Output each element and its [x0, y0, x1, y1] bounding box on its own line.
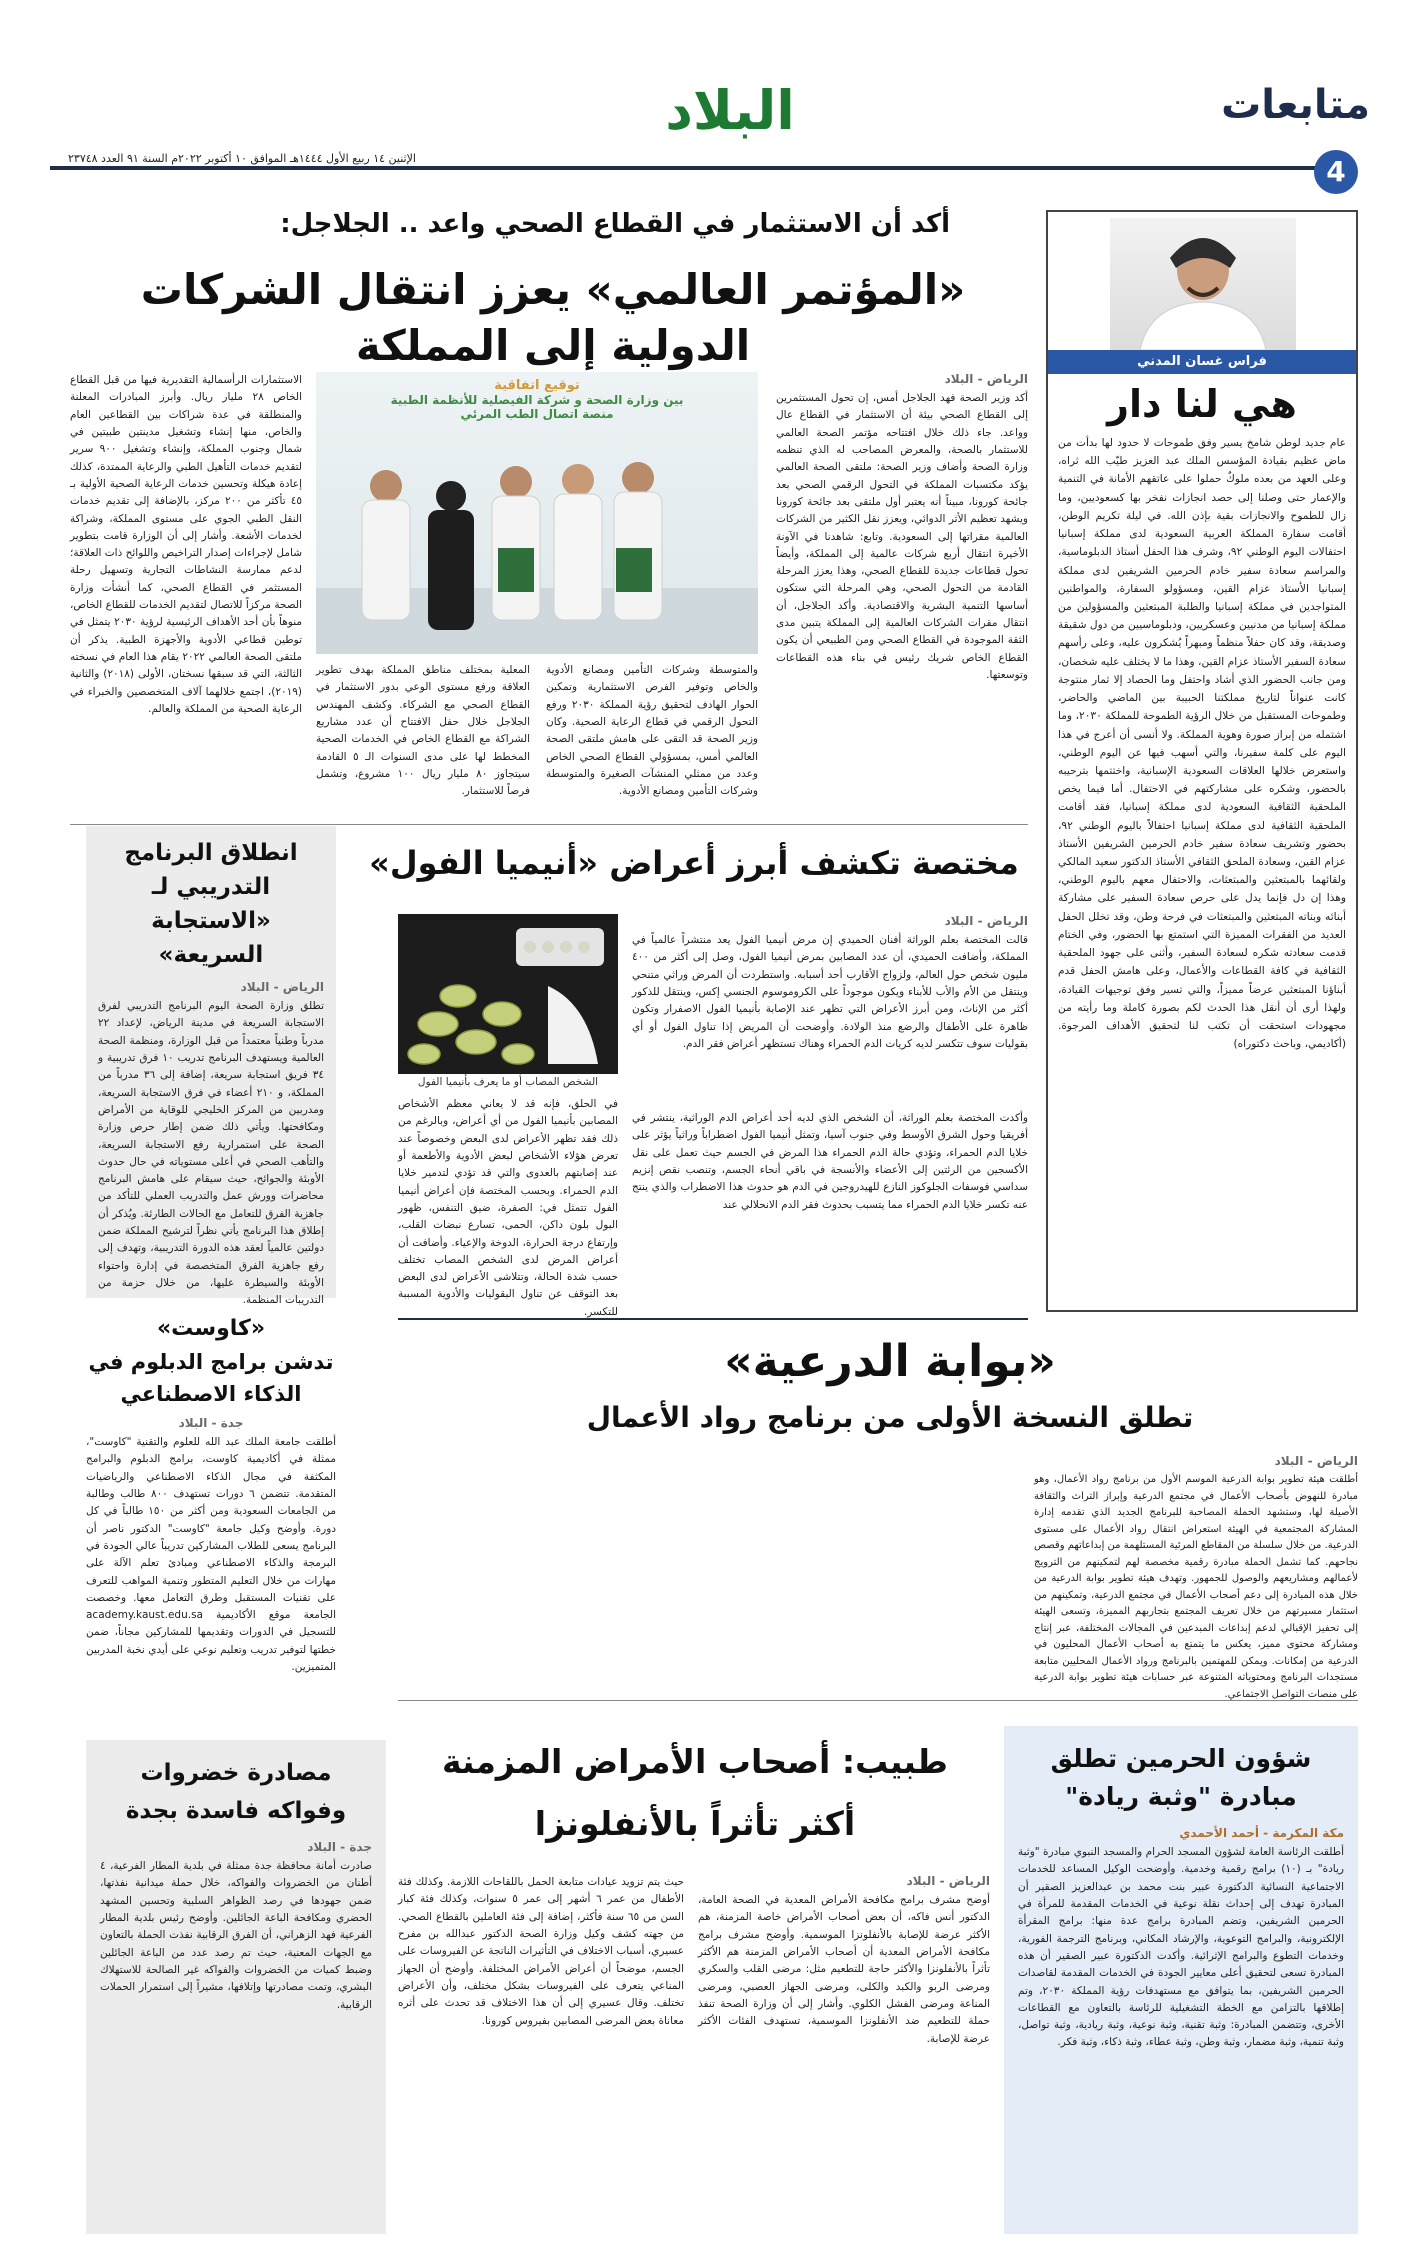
person-2	[428, 481, 474, 630]
author-portrait	[1110, 218, 1296, 350]
logo-text: البلاد	[665, 79, 795, 142]
doctor-title-line2: أكثر تأثراً بالأنفلونزا	[534, 1804, 856, 1843]
diriyah-title: «بوابة الدرعية»	[724, 1336, 1056, 1387]
anemia-col3-text: وأكدت المختصة بعلم الوراثة، أن الشخص الذي لديه أحد أعراض الدم الوراثية، ينتشر في أفريقيا وحول الشرق الأوسط وفي جنوب آسيا، وتمثل أنيميا الفول اضطراباً وراثياً يؤثر على خلايا الدم الحمراء، وتؤدي حالة الدم الحمراء هذا المرض في الجسم حيث تعمل على نقل الأكسجين من الرئتين إلى الأعضاء والأنسجة في باقي أنحاء الجسم، وتنصب نقص إنزيم سداسي فوسفات الجلوكوز النازع للهيدروجين في الدم هو حدوث هذا الاضطراب والذي ينتج عنه تكسر خلايا الدم الحمراء مما يتسبب بحدوث فقر الدم الانحلالي عند	[632, 1112, 1028, 1211]
anemia-caption: الشخص المصاب أو ما يعرف بأنيميا الفول	[417, 1076, 599, 1088]
vegetables-box	[86, 1740, 386, 2234]
divider	[398, 1318, 1028, 1320]
photo-banner-line2: بين وزارة الصحة و شركة الفيصلية للأنظمة الطبية	[390, 393, 684, 407]
agreement-folder	[498, 548, 534, 592]
training-body: تطلق وزارة الصحة اليوم البرنامج التدريبي لفرق الاستجابة السريعة في مدينة الرياض، لإعداد ٢٢ مدرباً وطنياً معتمداً من قبل الوزارة، ومنظمة الصحة العالمية ويستهدف البرنامج تدريب ١٠ فرق تدريبية و ٣٤ فريق استجابة سريعة، إضافة إلى ٣٦ مدرباً من المملكة، و ٢١٠ أعضاء في فرق الاستجابة السريعة، ومدربين من المركز الخليجي للوقاية من الأمراض ومكافحتها. ويأتي ذلك ضمن إطار حرص وزارة الصحة على استمرارية رفع الاستجابة السريعة، والتأهب الصحي في أعلى مستوياته في حال حدوث الأوبئة والجوائح، حيث سيقام على هامش البرنامج محاضرات وورش عمل والتدريب العملي للتأكد من جاهزية الفرق للتعامل مع الحالات الطارئة. ويُذكر أن إطلاق هذا البرنامج يأتي نظراً لترشيح المملكة ضمن دولتين عالمياً لعقد هذه الدورة التدريبية، وتهدف إلى رفع جاهزية الفرق المتخصصة في إدارة واحتواء الأوبئة والسيطرة عليها، من خلال حزمة من التدريبات المنظمة.	[98, 1000, 325, 1307]
divider	[70, 824, 1028, 825]
column-title: هي لنا دار	[1107, 382, 1297, 426]
person-3	[492, 466, 540, 620]
lead-dateline: الرياض - البلاد	[944, 372, 1028, 386]
page-number: 4	[1326, 155, 1346, 188]
opinion-column	[1046, 210, 1358, 1312]
anemia-dateline: الرياض - البلاد	[944, 914, 1028, 928]
author-bar	[1048, 350, 1356, 374]
vegetables-dateline: جدة - البلاد	[307, 1840, 372, 1854]
training-box	[86, 826, 336, 1307]
training-title: انطلاق البرنامج التدريبي لـ «الاستجابة السريعة»	[124, 840, 298, 968]
beans-illustration	[398, 914, 618, 1074]
photo-banner	[316, 378, 758, 421]
kaust-title: تدشن برامج الدبلوم في الذكاء الاصطناعي	[88, 1350, 334, 1406]
anemia-col2-text: في الحلق، فإنه قد لا يعاني معظم الأشخاص المصابين بأنيميا الفول من أي أعراض، وبالرغم من ذلك فقد تظهر الأعراض لدى البعض وخصوصاً عند تعرض هؤلاء الأشخاص لبعض الأدوية والأطعمة أو عند إصابتهم بالعدوى والتي قد تؤدي لتدمير خلايا الدم الحمراء. وبحسب المختصة فإن أعراض أنيميا الفول تتمثل في: الصفرة، ضيق التنفس، ظهور البول بلون داكن، الحمى، تسارع نبضات القلب، وإرتفاع درجة الحرارة، الدوخة والإعياء. وأضافت أن أعراض المرض لدى الشخص المصاب تختلف حسب شدة الحالة، وتتلاشى الأعراض لدى البعض بعد التوقف عن تناول البقوليات والأدوية المسببة للتكسر.	[398, 1098, 618, 1318]
photo-banner-line1: توقيع اتفاقية	[494, 378, 580, 393]
anemia-photo	[398, 914, 618, 1074]
date-line: الإثنين ١٤ ربيع الأول ١٤٤٤هـ الموافق ١٠ أكتوبر ٢٠٢٢م السنة ٩١ العدد ٢٣٧٤٨	[68, 152, 416, 165]
lead-col1	[776, 372, 1028, 812]
diriyah-subtitle: تطلق النسخة الأولى من برنامج رواد الأعمال	[586, 1401, 1194, 1434]
person-5	[614, 462, 662, 620]
training-dateline: الرياض - البلاد	[240, 980, 324, 994]
person-1	[362, 470, 410, 620]
lead-col3-text: المعلية بمختلف مناطق المملكة بهدف تطوير العلاقة ورفع مستوى الوعي بدور الاستثمار في القطاع الصحي مع الشركاء. وكشف المهندس الجلاجل خلال حفل الافتتاح أن عدد مشاريع الشراكة مع القطاع الخاص في الخدمات الصحية المخطط لها على مدى السنوات الـ ٥ القادمة سيتجاوز ٨٠ مليار ريال ١٠٠ مشروع، وتشمل فرصاً للاستثمار.	[316, 664, 530, 798]
column-body: عام جديد لوطن شامخ يسير وفق طموحات لا حدود لها بدأت من ماض عظيم بقيادة المؤسس الملك عبد العزيز طيّب الله ثراه، وعلى العهد من بعده ملوكٌ حملوا على عاتقهم الأمانة في التنمية والإعمار حتى وصلنا إلى حصد انجازات نفخر بها كسعوديين، وما زال للطموح والانجازات بقية بإذن الله. في ليلة تكريم الوطن، أقامت سفارة المملكة العربية السعودية لدى مملكة إسبانيا احتفالات اليوم الوطني ٩٢، وشرف هذا الحفل أستاذ الدبلوماسية، والمراسم سعادة سفير خادم الحرمين الشريفين لدى مملكة إسبانيا الأستاذ عزام القين، ومسؤولو السفارة، والمواطنين المتواجدين في مملكة إسبانيا والطلبة المبتعثين والمسؤولين من مملكة إسبانيا من مدنيين وعسكريين، ودبلوماسيين من دول شقيقة وصديقة، وقد كان حفلاً منظماً ومبهراً يُشكرون عليه، وعلى رأسهم سعادة السفير الأستاذ عزام القين، وهذا ما لا يختلف عليه شخصان، ومن جانب الحضور الذي أشاد واحتفل وما الحصاد إلا ثمار منتوجة كانت عنواناً لتاريخ مملكتنا الحبيبة بين الماضي والحاضر، وطموحات المستقبل من خلال الرؤية الطموحة للمملكة ٢٠٣٠، وما اشتمله من إبراز صورة وهوية المملكة. ولا أنسى أن أعرج في هذا اليوم على كلمة سفيرنا، والتي أسهب فيها عن اليوم الوطني، واستعرض خلالها العلاقات السعودية الإسبانية، واختتمها بترحيبه بالحضور، وشكره على مشاركتهم في الاحتفال. أما فيما يخص الملحقية الثقافية السعودية لدى مملكة إسبانيا، فقد أقامت الملحقية الثقافية لدى مملكة إسبانيا احتفالاً باليوم الوطني ٩٢، بحضور وتشريف سعادة سفير خادم الحرمين الشريفين الأستاذ عزام القين، وسعادة الملحق الثقافي الأستاذ الدكتور سعيد المالكي ولقائهما بالمبتعثين والمبتعثات، والاحتفال معهم باليوم الوطني، وهذا إن دل فإنما يدل على حرص سعادة السفير على مشاركة أبنائه وبناته المبتعثين والمبتعثات في فرحة وطن، وقد تخلل الحفل العديد من الفقرات المميزة التي استمتع بها الحضور، وفي الختام قدمت سعادته شكره لسعادة السفير، وأثنى على جهود الملحقية الثقافية في كافة القطاعات والأعمال، وعلى هامش الحفل قدم أبناؤنا المبتعثين عرضاً مميزاً، والتي تسير وفق توجيهات القيادة، ولهذا أرى أن أنقل هذا الحدث لكم بصورة كاملة وما رأيته من مجهودات استحقت أن تكتب لنا لتحقيق الأهداف المرجوة. (أكاديمي، وباحث دكتوراه)	[1058, 437, 1346, 1051]
author-name: فراس غسان المدني	[1137, 354, 1267, 369]
doctor-col2-text: حيث يتم تزويد عيادات متابعة الحمل باللقاحات اللازمة. وكذلك فئة الأطفال من عمر ٦ أشهر إلى عمر ٥ سنوات، وكذلك فئة كبار السن من ٦٥ سنة فأكثر، إضافة إلى فئة العاملين بالقطاع الصحي. من جهته كشف وكيل وزارة الصحة الدكتور عبدالله بن مفرح عسيري، أسباب الاختلاف في التأثيرات الناتجة عن الفيروسات على الجسم، موضحاً أن أعراض الأمراض المختلفة. وأوضح أن الجهاز المناعي يتعرف على الفيروسات بشكل مختلف، وأن الأعراض تختلف. وقال عسيري إلى أن هذا الاختلاف قد تحدث على أثره معاناة بعض المرضى المصابين بفيروس كورونا.	[398, 1876, 684, 2027]
doctor-col1	[698, 1874, 990, 2234]
logo	[650, 76, 810, 146]
haramain-dateline: مكة المكرمة - أحمد الأحمدي	[1179, 1826, 1344, 1840]
kaust-body: أطلقت جامعة الملك عبد الله للعلوم والتقنية "كاوست"، ممثلة في أكاديمية كاوست، برامج الدبلوم والبرامج المكثفة في مجال الذكاء الاصطناعي والرياضيات المتقدمة. تتضمن ٦ دورات تستهدف ٨٠٠ طالب وطالبة من الجامعات السعودية ومن أكثر من ١٥٠ طالباً في كل دورة. وأوضح وكيل جامعة "كاوست" الدكتور ناصر أن البرنامج يسعى للطلاب المشاركين تدريباً عالي الجودة في البرمجة والذكاء الاصطناعي ومبادئ تعلم الآلة على مهارات من خلال التعليم المتطور وتنمية المواهب للتعرف على تقنيات المستقبل وطرق التعامل معها. وخصصت الجامعة موقع الأكاديمية academy.kaust.edu.sa للتسجيل في الدورات وتقديمها للمشاركين مجاناً، ضمن خطتها لتوفير تدريب وتعليم نوعي على أيدي نخبة المدربين المتميزين.	[86, 1436, 336, 1674]
signing-ceremony-illustration	[316, 438, 758, 654]
doctor-col1-text: أوضح مشرف برامج مكافحة الأمراض المعدية في الصحة العامة، الدكتور أنس فاكه، أن بعض أصحاب الأمراض خاصة المزمنة، هم الأكثر عرضة للإصابة بالأنفلونزا الموسمية. وأوضح مشرف برامج مكافحة الأمراض المعدية أن أصحاب الأمراض المزمنة هم الأكثر تأثراً بالأنفلونزا والأكثر حاجة للتطعيم مثل: مرضى القلب والسكري ومرضى الربو والكبد والكلى، ومرضى الجهاز العصبي، ومرضى المناعة ومرضى الفشل الكلوي. وأشار إلى أن وزارة الصحة تنفذ حملة للتطعيم ضد الأنفلونزا الموسمية، تستهدف الفئات الأكثر عرضة للإصابة.	[698, 1894, 990, 2045]
kaust-dateline: جدة - البلاد	[178, 1416, 244, 1430]
author-portrait-illustration	[1110, 218, 1296, 350]
lead-photo	[316, 372, 758, 654]
kaust-label: «كاوست»	[156, 1316, 266, 1341]
haramain-title: شؤون الحرمين تطلق مبادرة "وثبة ريادة"	[1050, 1744, 1312, 1811]
diriyah-body: أطلقت هيئة تطوير بوابة الدرعية الموسم الأول من برنامج رواد الأعمال، وهو مبادرة للنهوض بأصحاب الأعمال في مجتمع الدرعية وإبراز التراث والثقافة الأصيلة لها، وستشهد الحملة المصاحبة للبرنامج الجديد الذي تقدمه إدارة المشاركة المجتمعية في الهيئة استعراض انتقال رواد الأعمال على مستوى الدرعية. من خلال سلسلة من المقاطع المرئية المستلهمة من إبداعاتهم وقصص نجاحهم. كما تشمل الحملة مبادرة رقمية مخصصة لهم لتمكينهم من الترويج لأعمالهم ومشاريعهم والوصول للجمهور. وتهدف هيئة تطوير بوابة الدرعية من خلال هذه المبادرة إلى دعم أصحاب الأعمال في مجتمع الدرعية، وتمكينهم من استثمار مسيرتهم من خلال تعريف المجتمع بتجاربهم المميزة، وتسعى الهيئة إلى تحفيز الإقبالي لدعم إبداعات المبدعين في المجالات المختلفة، عبر إنتاج ومشاركة محتوى مميز، يعكس ما يتمتع به أصحاب الأعمال المحليون في الدرعية من إمكانات. ويمكن للمهتمين بالبرنامج ورواد الأعمال المحليين متابعة مستجدات البرنامج ومحتوياته المتنوعة عبر حسابات هيئة تطوير بوابة الدرعية على منصات التواصل الاجتماعي.	[1034, 1474, 1358, 1700]
lead-col4-text: الاستثمارات الرأسمالية التقديرية فيها من قبل القطاع الخاص ٢٨ مليار ريال. وأبرز المبادرات المعلنة والمنطلقة في عدة شراكات بين القطاعين العام والخاص، منها إنشاء وتشغيل مدينتين طبيتين في شمال وجنوب المملكة، وإنشاء وتشغيل ٩٠٠ سرير لتقديم خدمات التأهيل الطبي والرعاية الممتدة، كذلك إعادة هيكلة وتحسين خدمات الرعاية الصحية الأولية بـ ٤٥ تأكثر من ٢٠٠ مركز، بالإضافة إلى تقديم خدمات النقل الطبي الجوي على مستوى المملكة، وشراكة لخدمات الأشعة. وأشار إلى أن الوزارة قامت بتطوير شامل لإجراءات إصدار التراخيص واللوائح ذات العلاقة؛ لدعم ممارسة النشاطات التجارية وتسهيل رحلة المستثمر في القطاع الصحي، كما أنشأت وزارة الصحة مركزاً للاتصال لتقديم الخدمات للقطاع الخاص، منوهاً بأن أحد الأهداف الرئيسية لرؤية ٢٠٣٠ يتمثل في توطين قطاعي الأدوية والأجهزة الطبية. يذكر أن ملتقى الصحة العالمي ٢٠٢٢ يقام هذا العام في نسخته الثالثة، التي قد سبقها نسختان، الأولى (٢٠١٨) والثانية (٢٠١٩)، اجتمع خلالهما آلاف المتخصصين والخبراء في الرعاية الصحية من المملكة والعالم.	[70, 374, 302, 715]
vegetables-title: مصادرة خضروات وفواكه فاسدة بجدة	[125, 1760, 347, 1824]
person-4	[554, 464, 602, 620]
photo-banner-line3: منصة اتصال الطب المرئي	[460, 407, 614, 421]
kaust-story	[86, 1312, 336, 1720]
doctor-title-line1: طبيب: أصحاب الأمراض المزمنة	[442, 1742, 948, 1781]
haramain-box	[1004, 1726, 1358, 2234]
lead-title: «المؤتمر العالمي» يعزز انتقال الشركات الدولية إلى المملكة	[140, 265, 966, 370]
lead-col2-text: والمتوسطة وشركات التأمين ومصانع الأدوية والخاص وتوفير الفرص الاستثمارية وتمكين الحوار الهادف لتحقيق رؤية المملكة ٢٠٣٠ ورفع التحول الرقمي في قطاع الرعاية الصحية. وكان وزير الصحة قد التقى على هامش ملتقى الصحة العالمي أمس، بمسؤولي القطاع الصحي الخاص وعدد من ممثلي المنشآت الصغيرة والمتوسطة وشركات التأمين ومصانع الأدوية.	[546, 664, 758, 798]
vegetables-body: صادرت أمانة محافظة جدة ممثلة في بلدية المطار الفرعية، ٤ أطنان من الخضروات والفواكه، خلال حملة ميدانية نفذتها، ضمن جهودها في رصد الظواهر السلبية وتحسين المشهد الحضري ومكافحة الباعة الجائلين. وأوضح رئيس بلدية المطار الفرعية فهد الزهراني، أن الفرق الرقابية نفذت الحملة بالتعاون مع الجهات المعنية، حيث تم رصد عدد من الباعة الجائلين وضبط كميات من الخضروات والفواكه غير الصالحة للاستهلاك البشري، وتمت مصادرتها وإتلافها، مشيراً إلى استمرار الحملات الرقابية.	[100, 1860, 372, 2011]
lead-kicker: أكد أن الاستثمار في القطاع الصحي واعد .. الجلاجل:	[280, 209, 950, 239]
header-rule	[50, 166, 1320, 170]
doctor-dateline: الرياض - البلاد	[906, 1874, 990, 1888]
haramain-body: أطلقت الرئاسة العامة لشؤون المسجد الحرام والمسجد النبوي مبادرة "وثبة ريادة" بـ (١٠) برامج رقمية وخدمية. وأوضحت الوكيل المساعد للخدمات الاجتماعية النسائية الدكتورة عبير بنت محمد بن عبدالعزيز الصقير أن المبادرة تهدف إلى إحداث نقلة نوعية في الخدمات المقدمة للمرأة في الحرمين الشريفين، وتضم المبادرة برامج عدة منها: برامج المقرأة الإلكترونية، والبرامج التوعوية، والإرشاد المكاني، وبرنامج الترجمة الفورية، وخدمات التطوع والبرامج الإثرائية. وأكدت الدكتورة عبير الصقير أن هذه المبادرة تسعى لتحقيق أعلى معايير الجودة في الخدمات المقدمة لقاصدات الحرمين الشريفين، بما يتوافق مع مستهدفات رؤية المملكة ٢٠٣٠، وتم إطلاقها بالتزامن مع الخطة التشغيلية للرئاسة بالتعاون مع القطاعات الأخرى، وتتضمن المبادرة: وثبة تقنية، وثبة نوعية، وثبة ريادية، وثبة تواصل، وثبة تنمية، وثبة مضمار، وثبة وطن، وثبة عطاء، وثبة ذكاء، وثبة فكر.	[1018, 1846, 1344, 2049]
divider	[398, 1700, 1358, 1701]
diriyah-dateline: الرياض - البلاد	[1274, 1454, 1358, 1468]
anemia-col1-text: قالت المختصة بعلم الوراثة أفنان الحميدي إن مرض أنيميا الفول يعد منتشراً عالمياً في المملكة، وأضافت الحميدي، أن عدد المصابين بمرض أنيميا الفول، وصل إلى أكثر من ٤٠٠ مليون شخص حول العالم، ولزواج الأقارب أحد أسبابه. واستطردت أن المرض وراثي متنحي وينتقل من الأم والأب للأبناء ويكون موجوداً على الكروموسوم الجنسي إكس، وينتقل للذكور أكثر من الإناث، ومن أبرز الأعراض التي تظهر عند الإصابة بأنيميا الفول الاصفرار وتكون ظاهرة على الأطفال والرضع منذ الولادة. وأوضحت أن المريض إذا تناول الفول أو أي بقوليات سوف تتكسر لديه كريات الدم الحمراء وهناك تستظهر أعراض فقر الدم.	[632, 934, 1028, 1050]
lead-col1-text: أكد وزير الصحة فهد الجلاجل أمس، إن تحول المستثمرين إلى القطاع الصحي بيئة أن الاستثمار في القطاع عال وواعد. جاء ذلك خلال افتتاحه مؤتمر الصحة العالمي للاستثمار بالصحة، والمعرض المصاحب له الذي تنظمه وزارة الصحة وأضاف وزير الصحة: ملتقى الصحة العالمي يؤكد مكتسبات المملكة في التحول الرقمي الصحي بعد جائحة كورونا، مبيناً أنه يعتبر أول ملتقى بعد جائحة كورونا ويشهد تعظيم الأثر الدوائي، ويعزز نقل الكثير من الشركات العالمية مقراتها إلى السعودية. وتابع: شاهدنا في الآونة الأخيرة انتقال أربع شركات عالمية إلى المملكة، وأيضاً تحول قطاعات جديدة للقطاع الصحي، وهذا يعزز المرحلة القادمة من التحول الصحي، وهي المرحلة التي ستكون أساسها التنمية البشرية والاقتصادية. وأكد الجلاجل، أن انتقال مقرات الشركات العالمية إلى المملكة يتبين مدى الثقة الموجودة في القطاع الصحي ومن الطبيعي أن يكون القطاع الخاص شريك رئيس في بناء هذه القطاعات وتوسعتها.	[776, 392, 1028, 681]
page-number-badge	[1314, 150, 1358, 194]
anemia-title: مختصة تكشف أبرز أعراض «أنيميا الفول»	[369, 844, 1019, 882]
section-title: متابعات	[1221, 82, 1370, 128]
page-header	[50, 60, 1370, 188]
